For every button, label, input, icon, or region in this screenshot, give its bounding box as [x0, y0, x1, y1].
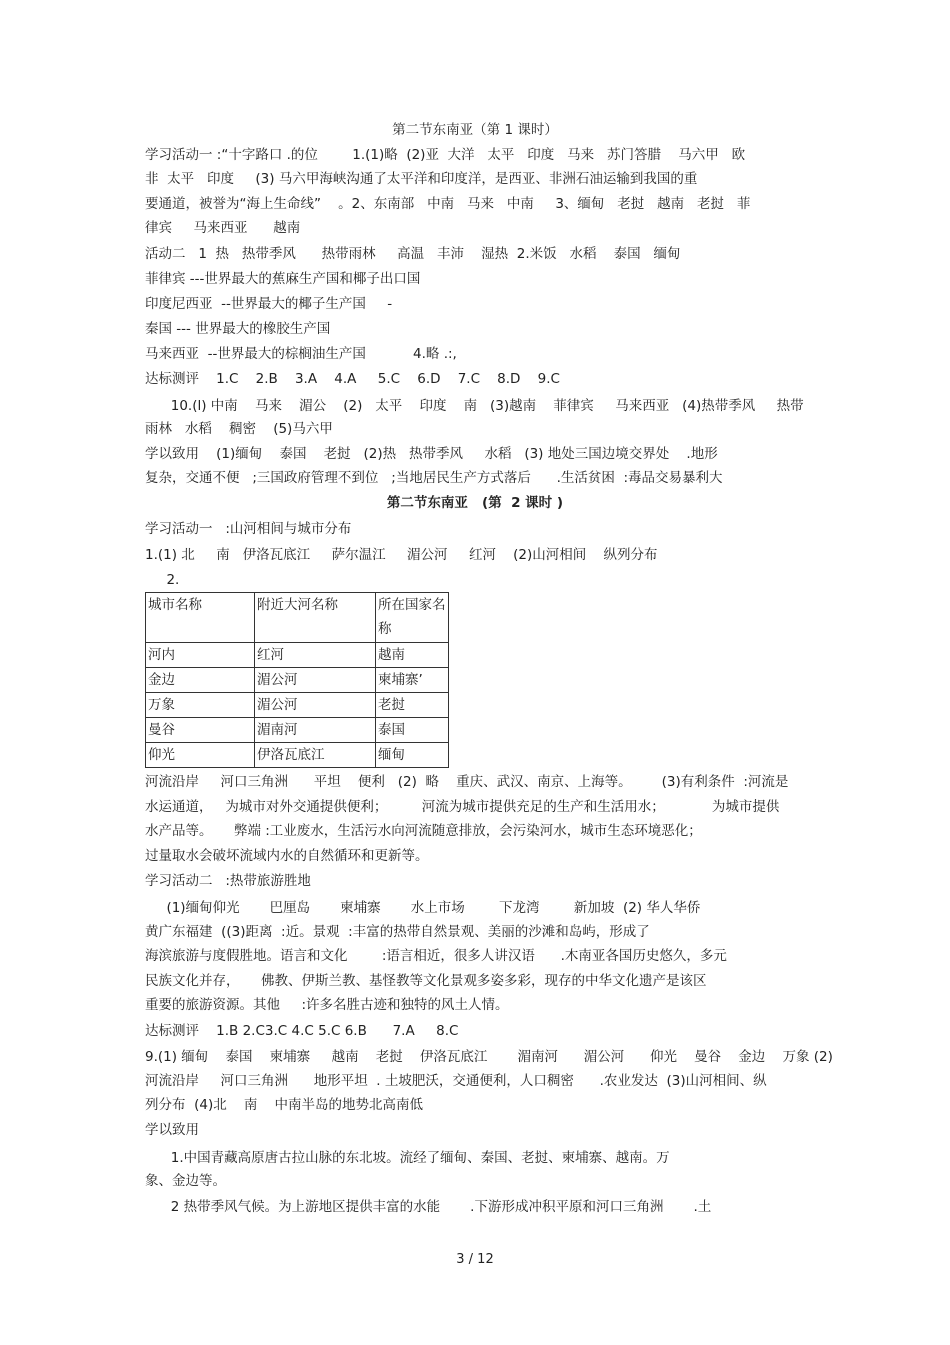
text-line: 律宾 马来西亚 越南 — [145, 220, 301, 236]
text-line: 海滨旅游与度假胜地。语言和文化 :语言相近，很多人讲汉语 .木南亚各国历史悠久，多元 — [145, 948, 727, 964]
text-line: 重要的旅游资源。其他 :许多名胜古迹和独特的风土人情。 — [145, 997, 509, 1013]
text-line: 学习活动一 :“十字路口 .的位 1.(1)略 (2)亚 大洋 太平 印度 马来 苏门答腊 马六甲 欧 — [145, 147, 746, 163]
table-cell: 河内 — [146, 643, 255, 668]
text-line: 列分布 (4)北 南 中南半岛的地势北高南低 — [145, 1097, 424, 1113]
table-header-cell: 城市名称 — [146, 593, 255, 643]
text-line: 水运通道， 为城市对外交通提供便利； 河流为城市提供充足的生产和生活用水； 为城市提供 — [145, 799, 780, 815]
text-line: 过量取水会破坏流域内水的自然循环和更新等。 — [145, 848, 429, 864]
table-header-cell: 所在国家名称 — [376, 593, 449, 643]
table-cell: 红河 — [255, 643, 376, 668]
text-line: 达标测评 1.B 2.C3.C 4.C 5.C 6.B 7.A 8.C — [145, 1023, 459, 1039]
table-header-row — [146, 593, 449, 643]
table-cell: 湄公河 — [255, 693, 376, 718]
text-line: 河流沿岸 河口三角洲 平坦 便利 (2) 略 重庆、武汉、南京、上海等。 (3)有利条件 :河流是 — [145, 774, 789, 790]
text-line: 马来西亚 --世界最大的棕榈油生产国 4.略 .:, — [145, 346, 457, 362]
table-cell: 伊洛瓦底江 — [255, 743, 376, 768]
table-cell: 柬埔寨’ — [376, 668, 449, 693]
text-line: 学以致用 (1)缅甸 泰国 老挝 (2)热 热带季风 水稻 (3) 地处三国边境交界处 .地形 — [145, 446, 718, 462]
table-row — [146, 743, 449, 768]
text-line: 2. — [145, 572, 180, 588]
text-line: 菲律宾 ---世界最大的蕉麻生产国和椰子出口国 — [145, 271, 421, 287]
table-header-cell: 附近大河名称 — [255, 593, 376, 643]
text-line: 学习活动一 :山河相间与城市分布 — [145, 521, 352, 537]
table-row — [146, 668, 449, 693]
text-line: 活动二 1 热 热带季风 热带雨林 高温 丰沛 湿热 2.米饭 水稻 泰国 缅甸 — [145, 246, 681, 262]
table-cell: 缅甸 — [376, 743, 449, 768]
text-line: 达标测评 1.C 2.B 3.A 4.A 5.C 6.D 7.C 8.D 9.C — [145, 371, 560, 387]
text-line: 雨林 水稻 稠密 (5)马六甲 — [145, 421, 333, 437]
text-line: 象、金边等。 — [145, 1173, 226, 1189]
text-line: (1)缅甸仰光 巴厘岛 柬埔寨 水上市场 下龙湾 新加坡 (2) 华人华侨 — [145, 900, 701, 916]
text-line: 印度尼西亚 --世界最大的椰子生产国 - — [145, 296, 393, 312]
text-line: 非 太平 印度 (3) 马六甲海峡沟通了太平洋和印度洋，是西亚、非洲石油运输到我国的重 — [145, 171, 698, 187]
text-line: 9.(1) 缅甸 泰国 柬埔寨 越南 老挝 伊洛瓦底江 湄南河 湄公河 仰光 曼谷 金边 万象 (2) — [145, 1049, 833, 1065]
text-line: 1.中国青藏高原唐古拉山脉的东北坡。流经了缅甸、秦国、老挝、柬埔寨、越南。万 — [145, 1150, 670, 1166]
table-row — [146, 643, 449, 668]
table-cell: 湄南河 — [255, 718, 376, 743]
table-cell: 曼谷 — [146, 718, 255, 743]
page-number: 3 / 12 — [456, 1252, 494, 1267]
table-row — [146, 693, 449, 718]
text-line: 学习活动二 :热带旅游胜地 — [145, 873, 311, 889]
table-cell: 越南 — [376, 643, 449, 668]
table-cell: 仰光 — [146, 743, 255, 768]
text-line: 秦国 --- 世界最大的橡胶生产国 — [145, 321, 331, 337]
text-line: 民族文化并存， 佛教、伊斯兰教、基怪教等文化景观多姿多彩，现存的中华文化遗产是该区 — [145, 973, 707, 989]
text-line: 2 热带季风气候。为上游地区提供丰富的水能 .下游形成冲积平原和河口三角洲 .土 — [145, 1199, 712, 1215]
table-cell: 湄公河 — [255, 668, 376, 693]
table-row — [146, 718, 449, 743]
city-river-table — [145, 592, 449, 768]
table-cell: 万象 — [146, 693, 255, 718]
text-line: 10.(l) 中南 马来 湄公 (2) 太平 印度 南 (3)越南 菲律宾 马来西亚 (4)热带季风 热带 — [145, 398, 804, 414]
table-cell: 泰国 — [376, 718, 449, 743]
text-line: 要通道，被誉为“海上生命线” 。2、东南部 中南 马来 中南 3、缅甸 老挝 越南 老挝 菲 — [145, 196, 751, 212]
table-cell: 金边 — [146, 668, 255, 693]
text-line: 学以致用 — [145, 1122, 199, 1138]
table-cell: 老挝 — [376, 693, 449, 718]
text-line: 复杂，交通不便 ;三国政府管理不到位 ;当地居民生产方式落后 .生活贫困 :毒品交易暴利大 — [145, 470, 723, 486]
text-line: 黄广东福建 ((3)距离 :近。景观 :丰富的热带自然景观、美丽的沙滩和岛屿，形成了 — [145, 924, 650, 940]
text-line: 水产品等。 弊端 :工业废水，生活污水向河流随意排放，会污染河水，城市生态环境恶化； — [145, 823, 702, 839]
section-title-2: 第二节东南亚 (第 2 课时 ) — [386, 495, 564, 511]
section-title-1: 第二节东南亚（第 1 课时） — [392, 122, 558, 138]
text-line: 河流沿岸 河口三角洲 地形平坦 . 土坡肥沃，交通便利，人口稠密 .农业发达 (3)山河相间、纵 — [145, 1073, 767, 1089]
text-line: 1.(1) 北 南 伊洛瓦底江 萨尔温江 湄公河 红河 (2)山河相间 纵列分布 — [145, 547, 658, 563]
